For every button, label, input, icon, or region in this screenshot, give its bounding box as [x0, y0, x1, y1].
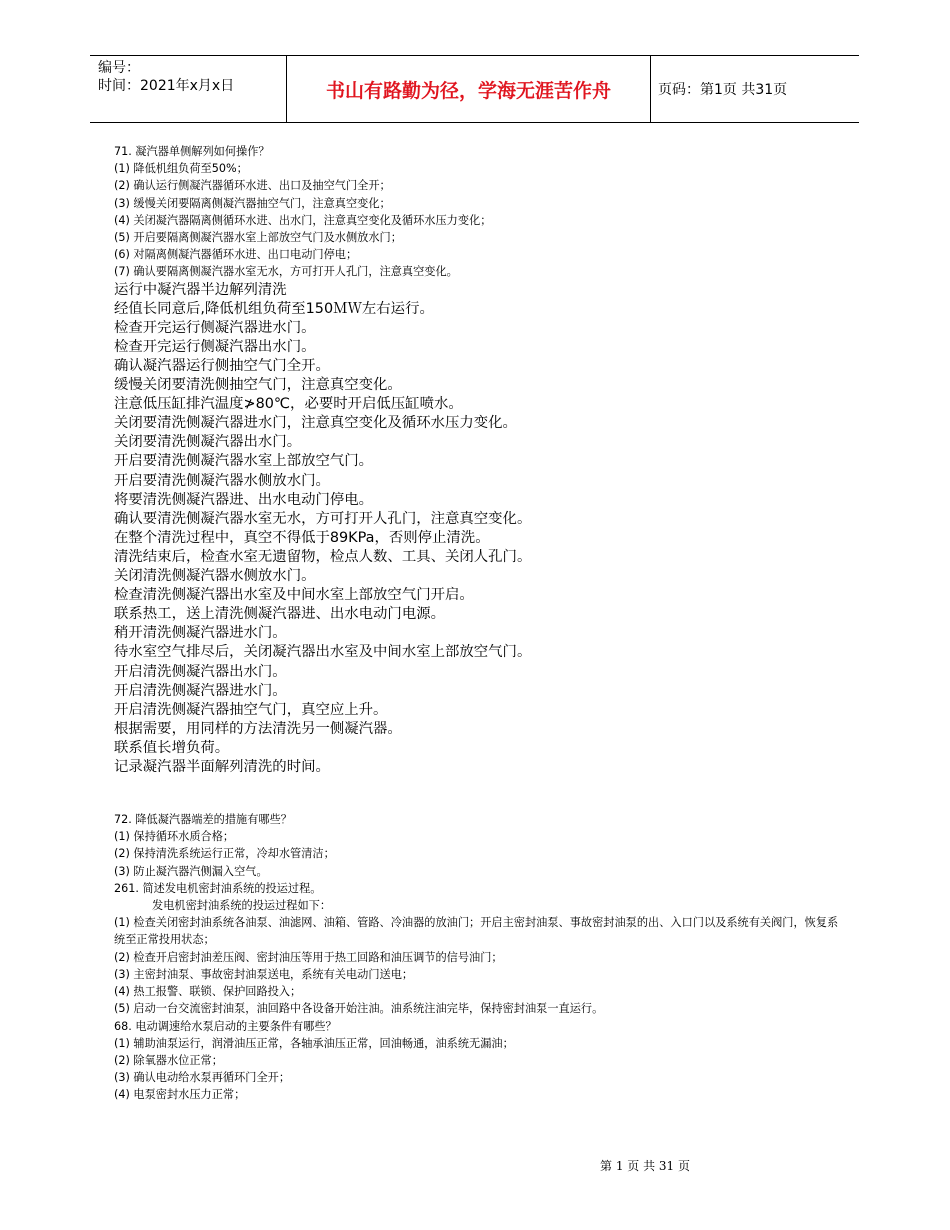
list-item: 在整个清洗过程中，真空不得低于89KPa，否则停止清洗。 — [114, 529, 490, 546]
section-q71 — [114, 143, 849, 281]
header-motto: 书山有路勤为径，学海无涯苦作舟 — [286, 56, 651, 122]
list-item: 关闭要清洗侧凝汽器出水门。 — [114, 434, 302, 451]
list-item: (4) 关闭凝汽器隔离侧循环水进、出水门，注意真空变化及循环水压力变化； — [114, 213, 492, 227]
list-item: (2) 检查开启密封油差压阀、密封油压等用于热工回路和油压调节的信号油门； — [114, 950, 503, 964]
list-item: (2) 确认运行侧凝汽器循环水进、出口及抽空气门全开； — [114, 179, 391, 193]
list-item: 开启要清洗侧凝汽器水室上部放空气门。 — [114, 453, 374, 470]
list-item: 记录凝汽器半面解列清洗的时间。 — [114, 758, 330, 775]
list-item: (3) 确认电动给水泵再循环门全开； — [114, 1071, 291, 1085]
list-item: 检查开完运行侧凝汽器出水门。 — [114, 338, 316, 355]
list-item: (2) 保持清洗系统运行正常，冷却水管清洁； — [114, 847, 335, 861]
list-item: 开启清洗侧凝汽器出水门。 — [114, 663, 287, 680]
section-q68 — [114, 1018, 849, 1104]
list-item: 稍开清洗侧凝汽器进水门。 — [114, 625, 287, 642]
number-label: 编号： — [98, 60, 140, 76]
list-item: 检查清洗侧凝汽器出水室及中间水室上部放空气门开启。 — [114, 587, 474, 604]
section-q72 — [114, 811, 849, 880]
section-intro: 发电机密封油系统的投运过程如下： — [152, 899, 332, 913]
header-meta — [98, 59, 234, 95]
section-q261 — [114, 880, 849, 1018]
page-header — [90, 55, 859, 123]
list-item: 待水室空气排尽后，关闭凝汽器出水室及中间水室上部放空气门。 — [114, 644, 532, 661]
page-footer: 第 1 页 共 31 页 — [600, 1159, 690, 1173]
section-title: 运行中凝汽器半边解列清洗 — [114, 281, 287, 298]
list-item: (2) 除氧器水位正常； — [114, 1053, 223, 1067]
list-item: 注意低压缸排汽温度≯80℃，必要时开启低压缸喷水。 — [114, 396, 463, 413]
question-title: 68. 电动调速给水泵启动的主要条件有哪些？ — [114, 1019, 337, 1033]
list-item: (1) 辅助油泵运行，润滑油压正常，各轴承油压正常，回油畅通，油系统无漏油； — [114, 1036, 514, 1050]
list-item: (6) 对隔离侧凝汽器循环水进、出口电动门停电； — [114, 248, 358, 262]
time-label: 时间：2021年x月x日 — [98, 78, 235, 94]
list-item: (3) 主密封油泵、事故密封油泵送电，系统有关电动门送电； — [114, 967, 414, 981]
list-item: 确认要清洗侧凝汽器水室无水，方可打开人孔门，注意真空变化。 — [114, 510, 532, 527]
list-item: (1) 检查关闭密封油系统各油泵、油滤网、油箱、管路、冷油器的放油门；开启主密封油泵、事故密封油泵的出、入口门以及系统有关阀门，恢复系统至正常投用状态； — [114, 916, 839, 947]
list-item: (1) 降低机组负荷至50%； — [114, 162, 248, 176]
document-body — [114, 143, 849, 1104]
list-item: 缓慢关闭要清洗侧抽空气门，注意真空变化。 — [114, 377, 402, 394]
list-item: 检查开完运行侧凝汽器进水门。 — [114, 319, 316, 336]
list-item: 经值长同意后,降低机组负荷至150ＭＷ左右运行。 — [114, 300, 434, 317]
list-item: (4) 热工报警、联锁、保护回路投入； — [114, 985, 302, 999]
list-item: 将要清洗侧凝汽器进、出水电动门停电。 — [114, 491, 374, 508]
list-item: (5) 开启要隔离侧凝汽器水室上部放空气门及水侧放水门； — [114, 231, 402, 245]
list-item: 联系值长增负荷。 — [114, 739, 230, 756]
list-item: 联系热工，送上清洗侧凝汽器进、出水电动门电源。 — [114, 606, 445, 623]
list-item: 关闭要清洗侧凝汽器进水门，注意真空变化及循环水压力变化。 — [114, 415, 517, 432]
list-item: 根据需要，用同样的方法清洗另一侧凝汽器。 — [114, 720, 402, 737]
header-page-info: 页码：第1页 共31页 — [658, 82, 788, 98]
question-title: 71. 凝汽器单侧解列如何操作？ — [114, 145, 270, 158]
list-item: (7) 确认要隔离侧凝汽器水室无水，方可打开人孔门，注意真空变化。 — [114, 265, 458, 279]
question-title: 261. 简述发电机密封油系统的投运过程。 — [114, 881, 322, 895]
question-title: 72. 降低凝汽器端差的措施有哪些？ — [114, 813, 292, 827]
list-item: 关闭清洗侧凝汽器水侧放水门。 — [114, 568, 316, 585]
list-item: 开启清洗侧凝汽器抽空气门，真空应上升。 — [114, 701, 388, 718]
list-item: (4) 电泵密封水压力正常； — [114, 1088, 246, 1102]
list-item: (3) 缓慢关闭要隔离侧凝汽器抽空气门，注意真空变化； — [114, 196, 391, 210]
list-item: 清洗结束后，检查水室无遗留物，检点人数、工具、关闭人孔门。 — [114, 548, 532, 565]
list-item: (5) 启动一台交流密封油泵，油回路中各设备开始注油。油系统注油完毕，保持密封油泵一直运行。 — [114, 1002, 604, 1016]
list-item: 开启要清洗侧凝汽器水侧放水门。 — [114, 472, 330, 489]
list-item: (1) 保持循环水质合格； — [114, 830, 235, 844]
list-item: (3) 防止凝汽器汽侧漏入空气。 — [114, 864, 268, 878]
section-cleaning — [114, 281, 849, 777]
list-item: 确认凝汽器运行侧抽空气门全开。 — [114, 358, 330, 374]
list-item: 开启清洗侧凝汽器进水门。 — [114, 682, 287, 699]
